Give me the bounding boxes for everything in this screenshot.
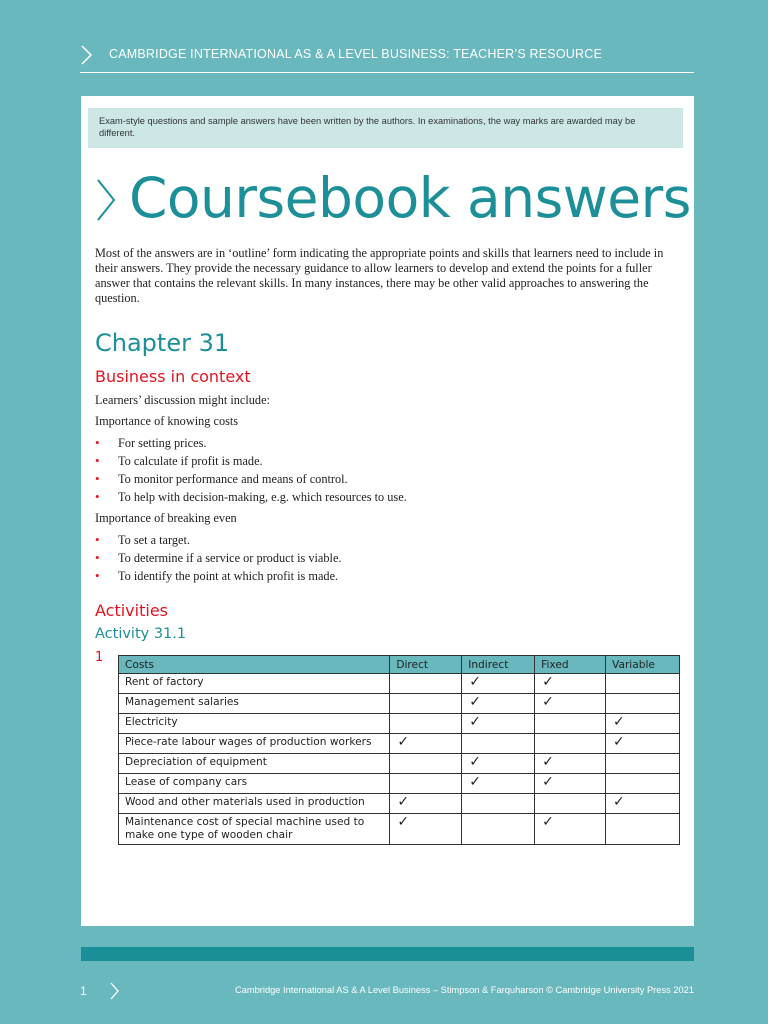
list-item: • To calculate if profit is made. — [95, 452, 407, 470]
column-header: Direct — [390, 656, 462, 674]
question-number: 1 — [95, 650, 104, 665]
chevron-right-icon — [80, 44, 94, 66]
variable-cell: ✓ — [606, 794, 680, 814]
chevron-right-icon — [95, 177, 117, 223]
cost-name: Piece-rate labour wages of production workers — [119, 734, 390, 754]
fixed-cell: ✓ — [535, 774, 606, 794]
direct-cell — [390, 774, 462, 794]
page-title-block — [93, 166, 693, 232]
knowing-costs-title: Importance of knowing costs — [95, 414, 239, 428]
indirect-cell: ✓ — [462, 694, 535, 714]
table-row — [119, 714, 680, 734]
fixed-cell: ✓ — [535, 754, 606, 774]
page-number: 1 — [80, 984, 87, 998]
breaking-even-title: Importance of breaking even — [95, 511, 237, 525]
fixed-cell: ✓ — [535, 694, 606, 714]
cost-name: Rent of factory — [119, 674, 390, 694]
cost-name: Lease of company cars — [119, 774, 390, 794]
list-item: • To monitor performance and means of control. — [95, 470, 407, 488]
variable-cell — [606, 694, 680, 714]
chevron-right-icon — [109, 981, 120, 1001]
indirect-cell — [462, 814, 535, 845]
direct-cell — [390, 714, 462, 734]
chapter-heading: Chapter 31 — [95, 329, 230, 357]
table-row — [119, 734, 680, 754]
table-row — [119, 774, 680, 794]
indirect-cell — [462, 734, 535, 754]
table-header-row — [119, 656, 680, 674]
column-header: Indirect — [462, 656, 535, 674]
footer-credit: Cambridge International AS & A Level Business – Stimpson & Farquharson © Cambridge University Press 2021 — [234, 985, 694, 995]
cost-classification-table — [118, 655, 680, 845]
exam-notice — [88, 108, 683, 148]
fixed-cell: ✓ — [535, 814, 606, 845]
variable-cell — [606, 814, 680, 845]
activities-heading: Activities — [95, 601, 168, 620]
column-header: Costs — [119, 656, 390, 674]
fixed-cell — [535, 734, 606, 754]
running-header — [80, 40, 694, 73]
variable-cell — [606, 754, 680, 774]
variable-cell — [606, 674, 680, 694]
direct-cell — [390, 674, 462, 694]
header-title: CAMBRIDGE INTERNATIONAL AS & A LEVEL BUSINESS: TEACHER’S RESOURCE — [109, 47, 602, 61]
table-row — [119, 794, 680, 814]
page-sheet — [81, 96, 694, 926]
direct-cell: ✓ — [390, 794, 462, 814]
cost-name: Depreciation of equipment — [119, 754, 390, 774]
table-row — [119, 754, 680, 774]
business-in-context-heading: Business in context — [95, 367, 251, 386]
direct-cell: ✓ — [390, 734, 462, 754]
exam-notice-text: Exam-style questions and sample answers have been written by the authors. In examinations, the way marks are awarded may be different. — [99, 116, 636, 138]
cost-name: Management salaries — [119, 694, 390, 714]
cost-name: Wood and other materials used in production — [119, 794, 390, 814]
direct-cell: ✓ — [390, 814, 462, 845]
discussion-lead: Learners’ discussion might include: — [95, 393, 270, 407]
fixed-cell — [535, 714, 606, 734]
direct-cell — [390, 754, 462, 774]
list-item: • To identify the point at which profit is made. — [95, 567, 341, 585]
cost-name: Maintenance cost of special machine used to make one type of wooden chair — [119, 814, 390, 845]
indirect-cell: ✓ — [462, 674, 535, 694]
indirect-cell — [462, 794, 535, 814]
list-item: • To determine if a service or product is viable. — [95, 549, 341, 567]
variable-cell: ✓ — [606, 734, 680, 754]
table-row — [119, 694, 680, 714]
page-title: Coursebook answers — [129, 166, 691, 230]
knowing-costs-list — [95, 434, 407, 506]
indirect-cell: ✓ — [462, 754, 535, 774]
variable-cell — [606, 774, 680, 794]
list-item: • For setting prices. — [95, 434, 407, 452]
intro-paragraph: Most of the answers are in ‘outline’ form indicating the appropriate points and skills that learners need to include in their answers. They provide the necessary guidance to allow learners to develop and extend the points for a fuller answer that contains the relevant skills. In many instances, there may be other valid approaches to answering the question. — [95, 246, 664, 305]
footer-band — [81, 947, 694, 961]
table-row — [119, 814, 680, 845]
activity-title: Activity 31.1 — [95, 626, 187, 642]
fixed-cell — [535, 794, 606, 814]
indirect-cell: ✓ — [462, 714, 535, 734]
table-row — [119, 674, 680, 694]
list-item: • To help with decision-making, e.g. which resources to use. — [95, 488, 407, 506]
direct-cell — [390, 694, 462, 714]
indirect-cell: ✓ — [462, 774, 535, 794]
cost-name: Electricity — [119, 714, 390, 734]
breaking-even-list — [95, 531, 341, 585]
fixed-cell: ✓ — [535, 674, 606, 694]
column-header: Variable — [606, 656, 680, 674]
variable-cell: ✓ — [606, 714, 680, 734]
column-header: Fixed — [535, 656, 606, 674]
list-item: • To set a target. — [95, 531, 341, 549]
